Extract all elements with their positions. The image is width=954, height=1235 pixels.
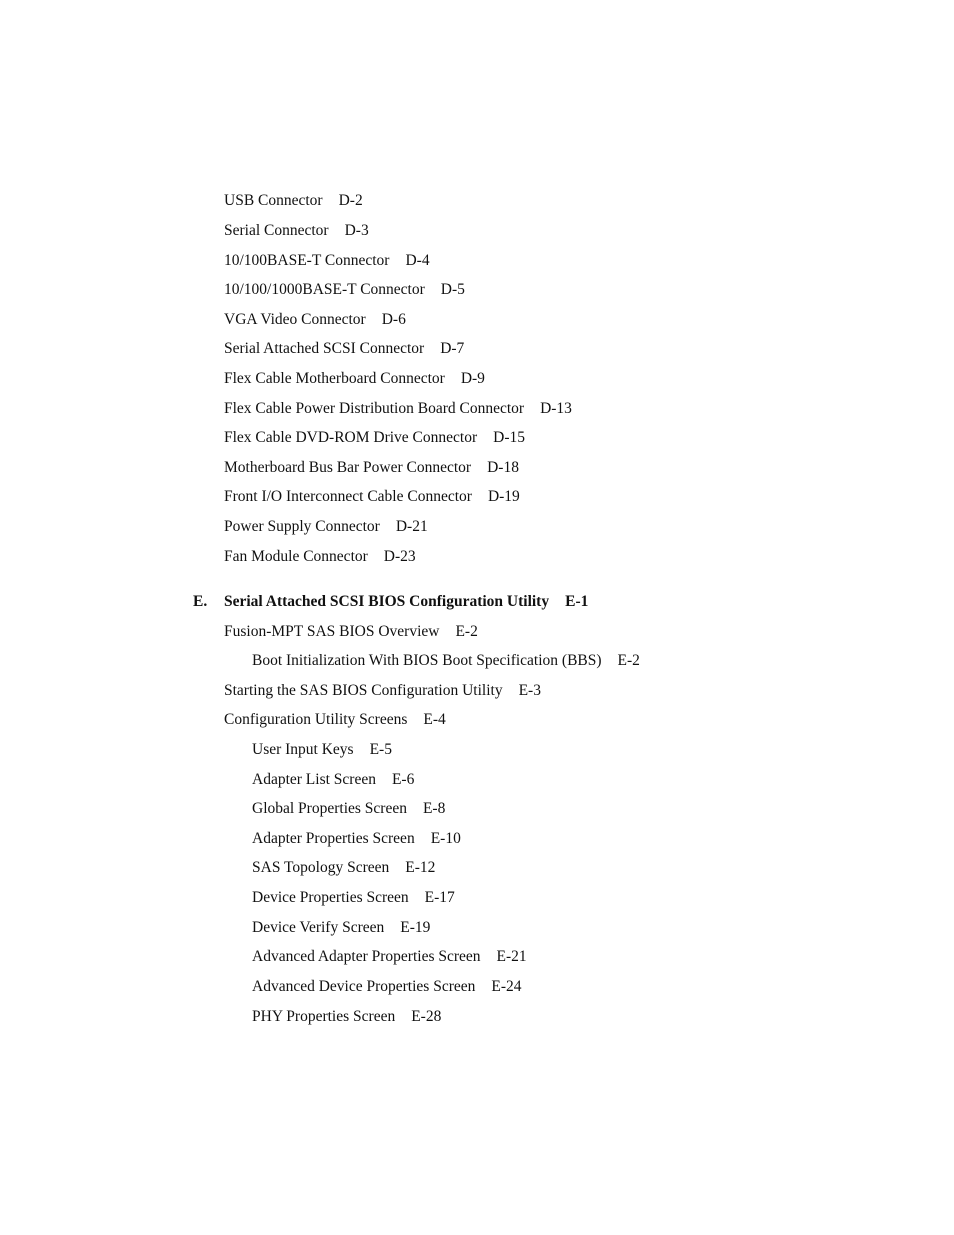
toc-entry[interactable] — [224, 221, 369, 241]
appendix-title: Serial Attached SCSI BIOS Configuration Utility — [224, 593, 550, 610]
toc-entry-page: E-4 — [423, 711, 446, 728]
toc-entry[interactable] — [224, 399, 572, 419]
toc-subentry[interactable] — [252, 858, 435, 878]
toc-entry-title: Flex Cable Power Distribution Board Connector — [224, 400, 525, 417]
toc-entry-title: 10/100BASE-T Connector — [224, 252, 390, 269]
toc-subentry[interactable] — [252, 740, 392, 760]
toc-entry-page: E-19 — [400, 919, 431, 936]
toc-entry[interactable] — [224, 517, 428, 537]
toc-entry-title: Boot Initialization With BIOS Boot Specification (BBS) — [252, 652, 602, 669]
toc-subentry[interactable] — [252, 799, 445, 819]
toc-entry-page: D-4 — [405, 252, 430, 269]
toc-entry-page: E-10 — [430, 830, 461, 847]
toc-entry-title: 10/100/1000BASE-T Connector — [224, 281, 425, 298]
toc-entry[interactable] — [224, 547, 416, 567]
toc-subentry[interactable] — [252, 651, 640, 671]
toc-entry[interactable] — [224, 310, 406, 330]
toc-entry-title: Device Properties Screen — [252, 889, 409, 906]
toc-entry-page: D-15 — [493, 429, 525, 446]
toc-entry[interactable] — [224, 622, 478, 642]
toc-entry-title: VGA Video Connector — [224, 311, 366, 328]
toc-subentry[interactable] — [252, 888, 455, 908]
toc-entry-title: Flex Cable Motherboard Connector — [224, 370, 445, 387]
toc-entry-title: Fusion-MPT SAS BIOS Overview — [224, 623, 440, 640]
toc-subentry[interactable] — [252, 829, 461, 849]
toc-entry-title: User Input Keys — [252, 741, 354, 758]
toc-subentry[interactable] — [252, 918, 430, 938]
toc-entry[interactable] — [224, 710, 446, 730]
toc-entry-page: D-19 — [487, 488, 520, 505]
toc-entry-title: Serial Attached SCSI Connector — [224, 340, 425, 357]
toc-entry-page: E-17 — [424, 889, 455, 906]
toc-entry-title: Configuration Utility Screens — [224, 711, 408, 728]
toc-entry-page: D-7 — [440, 340, 465, 357]
toc-entry-page: E-2 — [617, 652, 640, 669]
toc-entry-title: Motherboard Bus Bar Power Connector — [224, 459, 472, 476]
toc-entry-page: E-12 — [405, 859, 436, 876]
toc-entry-title: Advanced Adapter Properties Screen — [252, 948, 481, 965]
toc-entry-title: Adapter List Screen — [252, 771, 376, 788]
toc-entry-title: Adapter Properties Screen — [252, 830, 415, 847]
toc-entry-page: E-2 — [455, 623, 478, 640]
toc-entry-page: E-8 — [422, 800, 446, 817]
toc-entry[interactable] — [224, 458, 519, 478]
toc-entry[interactable] — [224, 428, 525, 448]
toc-entry-title: Starting the SAS BIOS Configuration Utility — [224, 682, 503, 699]
toc-entry-page: E-5 — [369, 741, 392, 758]
toc-entry-page: D-5 — [440, 281, 465, 298]
toc-subentry[interactable] — [252, 770, 414, 790]
toc-entry-page: D-3 — [344, 222, 369, 239]
toc-entry-title: Flex Cable DVD-ROM Drive Connector — [224, 429, 478, 446]
toc-entry-page: E-21 — [496, 948, 527, 965]
toc-entry-page: D-23 — [383, 548, 416, 565]
toc-entry-page: E-6 — [391, 771, 415, 788]
toc-entry-page: E-24 — [491, 978, 522, 995]
toc-entry-title: USB Connector — [224, 192, 323, 209]
toc-entry-page: D-13 — [540, 400, 572, 417]
toc-subentry[interactable] — [252, 1007, 441, 1027]
toc-entry-page: D-21 — [395, 518, 428, 535]
toc-entry-title: Front I/O Interconnect Cable Connector — [224, 488, 472, 505]
toc-subentry[interactable] — [252, 947, 527, 967]
toc-entry-title: Fan Module Connector — [224, 548, 368, 565]
toc-entry-page: E-3 — [518, 682, 541, 699]
toc-entry-title: Power Supply Connector — [224, 518, 380, 535]
toc-entry[interactable] — [224, 280, 465, 300]
appendix-heading[interactable] — [193, 592, 588, 612]
toc-entry[interactable] — [224, 339, 464, 359]
toc-entry[interactable] — [224, 369, 485, 389]
appendix-page: E-1 — [565, 593, 589, 610]
toc-entry[interactable] — [224, 681, 541, 701]
toc-entry[interactable] — [224, 251, 430, 271]
toc-entry-title: Global Properties Screen — [252, 800, 407, 817]
toc-entry-page: D-6 — [381, 311, 406, 328]
toc-entry-page: D-9 — [460, 370, 485, 387]
toc-subentry[interactable] — [252, 977, 522, 997]
toc-entry-title: Device Verify Screen — [252, 919, 385, 936]
toc-entry-title: SAS Topology Screen — [252, 859, 390, 876]
toc-entry-page: E-28 — [411, 1008, 442, 1025]
toc-entry-title: Advanced Device Properties Screen — [252, 978, 476, 995]
appendix-number: E. — [193, 593, 208, 610]
toc-entry-title: Serial Connector — [224, 222, 329, 239]
toc-entry-page: D-18 — [487, 459, 519, 476]
toc-entry[interactable] — [224, 487, 520, 507]
toc-entry-page: D-2 — [338, 192, 363, 209]
toc-entry-title: PHY Properties Screen — [252, 1008, 396, 1025]
toc-entry[interactable] — [224, 191, 363, 211]
